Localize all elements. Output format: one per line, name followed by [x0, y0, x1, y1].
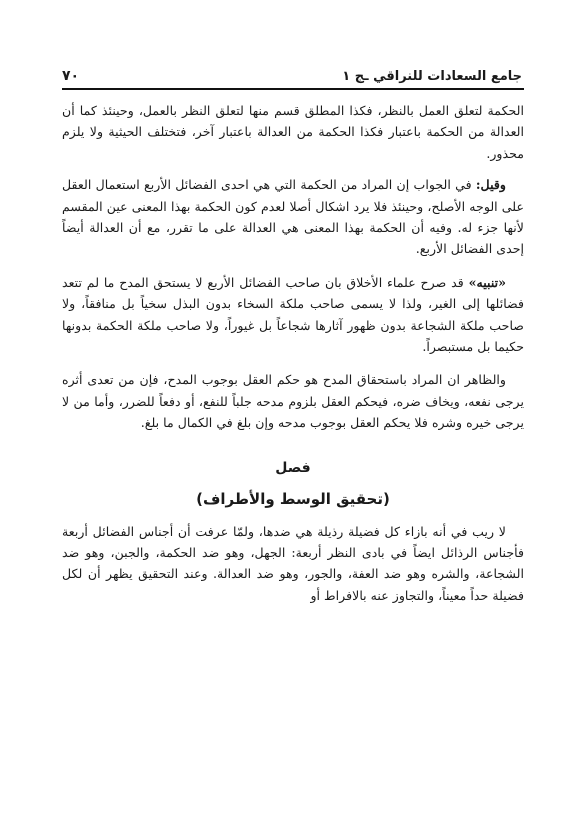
page-number: ٧٠	[62, 68, 80, 84]
paragraph-4	[62, 369, 524, 433]
paragraph-text: الحكمة لتعلق العمل بالنظر، فكذا المطلق قسم منها لتعلق النظر بالعمل، وحينئذ كما أن العدالة من الحكمة باعتبار فكذا الحكمة من العدالة باعتبار آخر، فتختلف الحيثية ولا يلزم محذور.	[62, 103, 524, 161]
book-title: جامع السعادات للنراقي ـج ١	[342, 69, 522, 84]
paragraph-2	[62, 174, 524, 260]
paragraph-5	[62, 521, 524, 607]
section-subheading: (تحقيق الوسط والأطراف)	[196, 490, 390, 509]
paragraph-text: لا ريب في أنه بازاء كل فضيلة رذيلة هي ضدها، ولمّا عرفت أن أجناس الفضائل أربعة فأجناس الرذائل ايضاً في بادى النظر أربعة: الجهل، وهو ضد الحكمة، والجبن، وهو ضد الشجاعة، والشره وهو ضد العفة، والجور، وهو ضد العدالة. وعند التحقيق يظهر أن لكل فضيلة حداً معيناً، والتجاوز عنه بالافراط أو	[62, 523, 524, 603]
page-body	[62, 100, 524, 618]
paragraph-lead: «تنبيه»	[468, 274, 506, 290]
header-rule	[62, 88, 524, 90]
paragraph-lead: وقيل:	[475, 177, 506, 193]
section-heading: فصل	[275, 459, 311, 476]
paragraph-3	[62, 272, 524, 358]
paragraph-text: في الجواب إن المراد من الحكمة التي هي احدى الفضائل الأربع استعمال العقل على الوجه الأصلح، وحينئذ فلا يرد اشكال أصلا لعدم كون الحكمة بهذا المعنى عين المقسم لأنها جزء له. وفيه أن الحكمة بهذا المعنى هي العدالة على ما تقرر، مع أن العدالة أيضاً إحدى الفضائل الأربع.	[62, 177, 524, 257]
paragraph-text: والظاهر ان المراد باستحقاق المدح هو حكم العقل بوجوب المدح، فإن من تعدى أثره يرجى نفعه، ويخاف ضره، فيحكم العقل بلزوم مدحه جلباً للنفع، أو دفعاً للضرر، وأما من لا يرجى خيره وشره فلا يحكم العقل بوجوب مدحه وإن بلغ في الكمال ما بلغ.	[62, 372, 524, 431]
running-header	[62, 62, 522, 84]
paragraph-1	[62, 100, 524, 164]
paragraph-text: قد صرح علماء الأخلاق بان صاحب الفضائل الأربع لا يستحق المدح ما لم تتعد فضائلها إلى الغير، ولذا لا يسمى صاحب ملكة السخاء بدون البذل سخياً بل منافقاً، ولا صاحب ملكة الشجاعة بدون ظهور آثارها شجاعاً بل غيوراً، ولا صاحب ملكة الحكمة بدونها حكيما بل مستبصراً.	[62, 274, 524, 355]
